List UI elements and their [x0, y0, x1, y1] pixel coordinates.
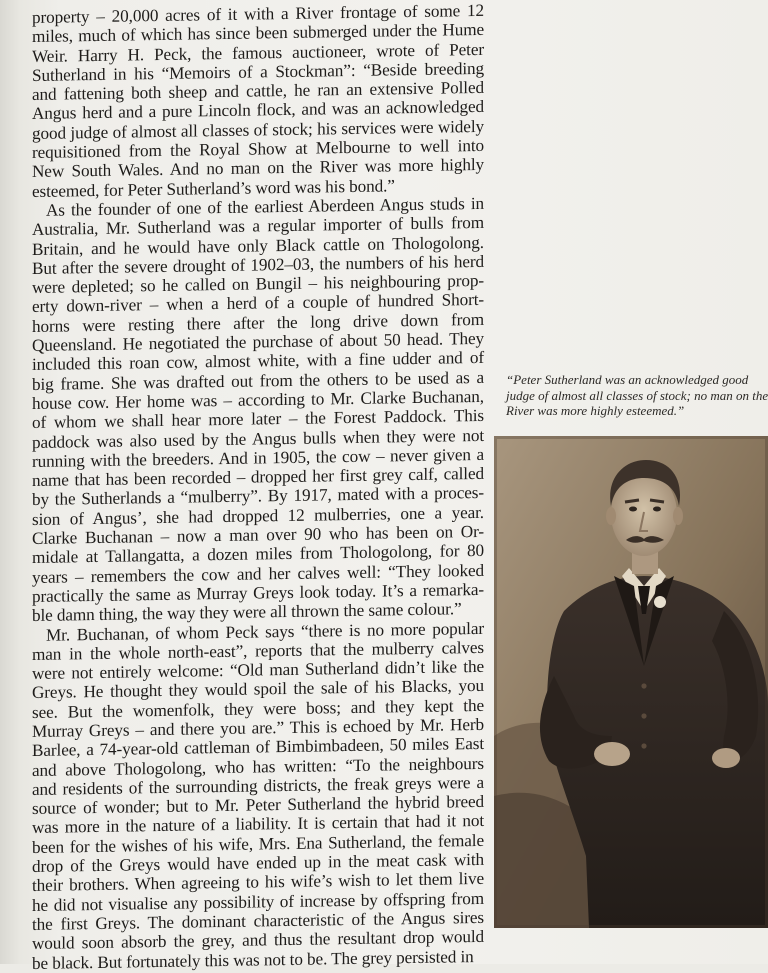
text-line: requisitioned from the Royal Show at Melbourne to well into [32, 135, 484, 163]
text-line: drop of the Greys would have ended up in the meat cask with [32, 849, 484, 877]
eye [653, 507, 661, 512]
text-line: paddock was also used by the Angus bulls when they were not [32, 425, 484, 452]
eyebrow [650, 500, 664, 502]
text-line: midale at Tallangatta, a dozen miles from Thologolong, for 80 [32, 541, 484, 568]
text-line: man in the whole north-east”, reports that the mulberry calves [32, 637, 484, 664]
text-line: been for the wishes of his wife, Mrs. Ena Sutherland, the female [32, 830, 484, 857]
text-line: Greys. He thought they would spoil the sale of his Blacks, you [32, 676, 484, 703]
text-line: Sutherland in his “Memoirs of a Stockman”: “Beside breeding [32, 58, 484, 85]
text-line: source of wonder; but to Mr. Peter Sutherland the hybrid breed [32, 792, 484, 819]
eye [629, 507, 637, 512]
text-line: and above Thologolong, who has written: “To the neighbours [32, 753, 484, 780]
text-line: Angus herd and a pure Lincoln flock, and was an acknowledged [32, 97, 484, 124]
text-line: As the founder of one of the earliest Aberdeen Angus studs in [46, 193, 484, 220]
text-line: Barlee, a 74-year-old cattleman of Bimbimbadeen, 50 miles East [32, 734, 484, 761]
text-line: Britain, and he would have only Black cattle on Thologolong. [32, 232, 484, 259]
text-line: were not entirely welcome: “Old man Sutherland didn’t like the [32, 656, 484, 684]
text-line: included this roan cow, almost white, with a fine udder and of [32, 348, 484, 375]
text-line: of whom we shall hear more later – the Forest Paddock. This [32, 406, 484, 433]
text-line: would soon absorb the grey, and thus the resultant drop would [32, 927, 484, 954]
text-line: Murray Greys – and there you are.” This is echoed by Mr. Herb [32, 714, 484, 741]
text-line: be black. But fortunately this was not to be. The grey persisted in [32, 946, 474, 973]
text-line: But after the severe drought of 1902–03, the numbers of his herd [32, 251, 484, 278]
right-hand [712, 748, 740, 768]
ear [606, 507, 616, 525]
text-line: house cow. Her home was – according to Mr. Clarke Buchanan, [32, 386, 484, 413]
text-line: erty down-river – when a herd of a couple of hundred Short- [32, 290, 484, 317]
text-line: good judge of almost all classes of stock; his services were widely [32, 116, 484, 143]
text-line: Clarke Buchanan – now a man over 90 who has been on Or- [32, 521, 484, 549]
text-line: running with the breeders. And in 1905, the cow – never given a [32, 444, 484, 471]
portrait-illustration [494, 436, 768, 928]
left-hand [594, 742, 630, 766]
text-line: their brothers. When agreeing to his wife’s wish to let them live [32, 869, 484, 896]
text-line: see. But the womenfolk, they were boss; and they kept the [32, 695, 484, 722]
caption-line: judge of almost all classes of stock; no man on the [506, 387, 768, 403]
text-line: name that has been recorded – dropped her first grey calf, called [32, 464, 484, 491]
text-line: miles, much of which has since been submerged under the Hume [32, 20, 484, 47]
text-line: ble damn thing, the way they were all thrown the same colour.” [32, 599, 462, 626]
text-line: New South Wales. And no man on the River was more highly [32, 155, 484, 182]
eyebrow [625, 500, 639, 502]
text-line: and residents of the surrounding districts, the freak greys were a [32, 772, 484, 799]
text-line: Australia, Mr. Sutherland was a regular importer of bulls from [32, 213, 484, 240]
text-line: esteemed, for Peter Sutherland’s word was his bond.” [32, 175, 395, 201]
text-line: and fattening both sheep and cattle, he ran an extensive Polled [32, 78, 484, 105]
text-line: horns were resting there after the long drive down from [32, 309, 484, 336]
coat-button [641, 683, 646, 688]
text-line: the first Greys. The dominant characteristic of the Angus sires [32, 907, 484, 934]
caption-line: “Peter Sutherland was an acknowledged good [506, 372, 749, 387]
text-line: practically the same as Murray Greys look today. It’s a remarka- [32, 579, 484, 606]
buttonhole-flower [654, 596, 666, 608]
text-line: big frame. She was drafted out from the others to be used as a [32, 367, 484, 394]
photo-caption [506, 372, 768, 419]
portrait-photo [494, 436, 768, 928]
coat-button [641, 713, 646, 718]
text-line: was more in the nature of a liability. It is certain that had it not [32, 811, 484, 838]
text-line: were depleted; so he called on Bungil – his neighbouring prop- [32, 271, 484, 298]
coat-button [641, 743, 646, 748]
text-line: years – remembers the cow and her calves well: “They looked [32, 560, 484, 587]
text-line: Mr. Buchanan, of whom Peck says “there is no more popular [46, 618, 484, 645]
text-line: he did not visualise any possibility of increase by offspring from [32, 888, 484, 915]
text-line: Weir. Harry H. Peck, the famous auctioneer, wrote of Peter [32, 39, 484, 66]
text-line: Queensland. He negotiated the purchase of about 50 head. They [32, 328, 484, 356]
caption-line: River was more highly esteemed.” [506, 403, 685, 418]
text-line: sion of Angus’, she had dropped 12 mulberries, one a year. [32, 502, 484, 529]
text-line: property – 20,000 acres of it with a River frontage of some 12 [32, 0, 484, 28]
text-line: by the Sutherlands a “mulberry”. By 1917, mated with a proces- [32, 483, 484, 510]
ear [673, 507, 683, 525]
body-text-column [32, 1, 484, 973]
